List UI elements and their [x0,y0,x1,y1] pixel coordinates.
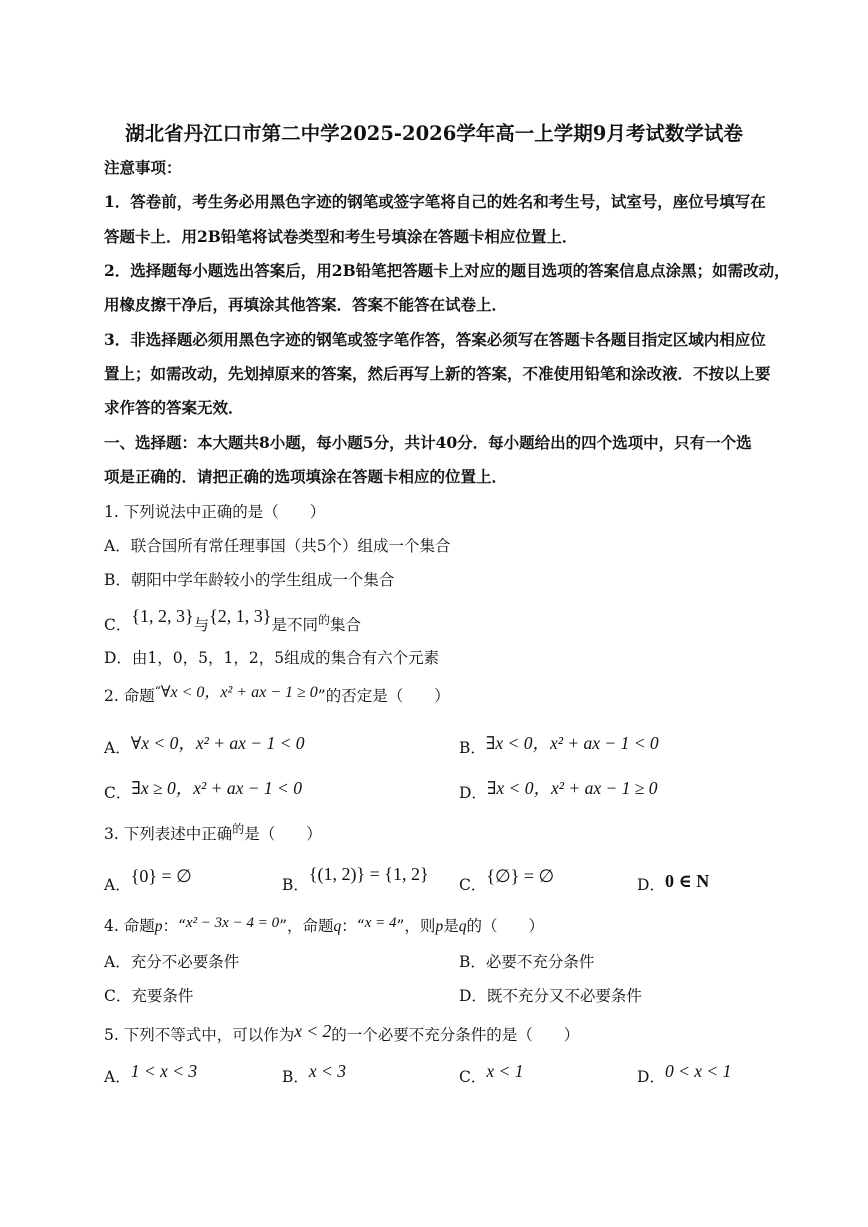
q3-option-d-label: D． [637,876,665,894]
q5-option-d-label: D． [637,1068,665,1086]
notice-line: 1．答卷前，考生务必用黑色字迹的钢笔或签字笔将自己的姓名和考生号，试室号，座位号填写在 [104,192,766,211]
q2-open-quote: “ [154,684,161,698]
q4-stem [104,916,544,937]
q5-option-b [282,1061,346,1086]
q5-option-c-label: C． [459,1068,487,1086]
q5-option-a-math: 1 < x < 3 [130,1061,198,1081]
q3-option-c-label: C． [459,876,487,894]
q3-option-a [104,866,192,894]
q3-option-c [459,866,555,894]
q4-stem-end: 的（ ） [466,917,544,935]
q4-p-statement: x² − 3x − 4 = 0 [185,915,280,931]
q5-option-c [459,1061,524,1086]
q3-option-c-math: {∅} = ∅ [486,866,555,886]
notice-line: 用橡皮擦干净后，再填涂其他答案．答案不能答在试卷上． [104,295,508,314]
notice-line: 答题卡上．用2B铅笔将试卷类型和考生号填涂在答题卡相应位置上． [104,227,578,246]
q3-option-a-label: A． [104,876,131,894]
q1-set-2: {2, 1, 3} [209,606,272,626]
q5-stem-prefix: 5. 下列不等式中，可以作为 [104,1026,295,1044]
q1-option-c [104,606,361,634]
q4-q-statement: x = 4 [364,915,397,931]
q4-quote-2: ：“ [341,917,365,935]
q2-option-a-label: A． [104,739,131,757]
q5-option-d [637,1061,732,1086]
q1-option-c-connector: 与 [193,616,210,634]
q5-stem-suffix: 的一个必要不充分条件的是（ ） [331,1026,580,1044]
q3-option-a-math: {0} = ∅ [130,866,192,886]
q2-option-b-math: ∃x < 0，x² + ax − 1 < 0 [485,733,659,753]
q3-option-b [282,864,429,894]
q4-stem-middle: ”，命题 [279,917,334,935]
q2-option-c [104,778,302,802]
q1-set-1: {1, 2, 3} [131,606,194,626]
q3-option-b-label: B． [282,876,309,894]
q2-proposition: ∀x < 0，x² + ax − 1 ≥ 0 [160,684,318,701]
q4-p: p [154,918,163,935]
q1-option-c-tail [271,613,361,634]
notice-heading: 注意事项： [104,158,182,177]
q5-option-d-math: 0 < x < 1 [664,1061,732,1081]
q4-tail-connector: 是 [443,917,459,935]
q2-option-b [459,733,659,757]
q1-option-c-tail-text: 是不同 [271,616,318,634]
q3-stem-suffix: 是（ ） [244,825,322,843]
q4-option-a: A．充分不必要条件 [104,953,240,971]
q3-stem [104,824,322,845]
q2-option-a-math: ∀x < 0，x² + ax − 1 < 0 [130,733,305,753]
exam-title: 湖北省丹江口市第二中学2025-2026学年高一上学期9月考试数学试卷 [125,122,743,145]
q4-quote-1: ：“ [162,917,186,935]
q4-option-b: B．必要不充分条件 [459,953,595,971]
q2-option-c-label: C． [104,784,132,802]
q1-option-d: D．由1，0，5，1，2，5组成的集合有六个元素 [104,649,440,667]
q2-stem [104,686,450,707]
q5-condition: x < 2 [294,1021,332,1041]
q4-stem-tail: ”，则 [396,917,436,935]
q4-tail-p: p [435,918,444,935]
q5-option-b-label: B． [282,1068,309,1086]
notice-line: 2．选择题每小题选出答案后，用2B铅笔把答题卡上对应的题目选项的答案信息点涂黑；如需改动， [104,261,790,280]
q3-stem-particle: 的 [232,822,245,836]
q1-option-c-label: C． [104,616,132,634]
q2-option-d-label: D． [459,784,487,802]
section-heading: 项是正确的．请把正确的选项填涂在答题卡相应的位置上． [104,467,508,486]
q1-option-c-tail-end: 集合 [329,616,361,634]
q4-option-d: D．既不充分又不必要条件 [459,987,642,1005]
q3-stem-prefix: 3. 下列表述中正确 [104,825,233,843]
notice-line: 3．非选择题必须用黑色字迹的钢笔或签字笔作答，答案必须写在答题卡各题目指定区域内相应位 [104,330,766,349]
q2-option-d [459,778,658,802]
q2-stem-prefix: 2. 命题 [104,687,155,705]
q2-option-c-math: ∃x ≥ 0，x² + ax − 1 < 0 [131,778,302,798]
q4-tail-q: q [458,918,467,935]
q2-option-a [104,733,305,757]
q4-option-c: C．充要条件 [104,987,194,1005]
q1-option-a: A．联合国所有常任理事国（共5个）组成一个集合 [104,537,451,555]
q3-option-b-math: {(1, 2)} = {1, 2} [308,864,429,884]
notice-line: 置上；如需改动，先划掉原来的答案，然后再写上新的答案，不准使用铅笔和涂改液．不按以上要 [104,364,771,383]
q5-option-b-math: x < 3 [308,1061,346,1081]
q1-option-c-particle: 的 [317,613,330,627]
q4-q: q [333,918,342,935]
q1-stem: 1. 下列说法中正确的是（ ） [104,503,326,521]
q4-stem-prefix: 4. 命题 [104,917,155,935]
notice-line: 求作答的答案无效． [104,398,244,417]
q2-stem-suffix: ”的否定是（ ） [317,687,450,705]
q5-option-a [104,1061,198,1086]
q5-option-c-math: x < 1 [486,1061,524,1081]
q5-option-a-label: A． [104,1068,131,1086]
q3-option-d-math: 0 ∈ N [664,871,710,891]
q3-option-d [637,871,709,892]
q1-option-b: B．朝阳中学年龄较小的学生组成一个集合 [104,571,395,589]
q5-stem [104,1021,580,1045]
q2-option-d-math: ∃x < 0，x² + ax − 1 ≥ 0 [486,778,658,798]
section-heading: 一、选择题：本大题共8小题，每小题5分，共计40分．每小题给出的四个选项中，只有一个选 [104,433,752,452]
q2-option-b-label: B． [459,739,486,757]
